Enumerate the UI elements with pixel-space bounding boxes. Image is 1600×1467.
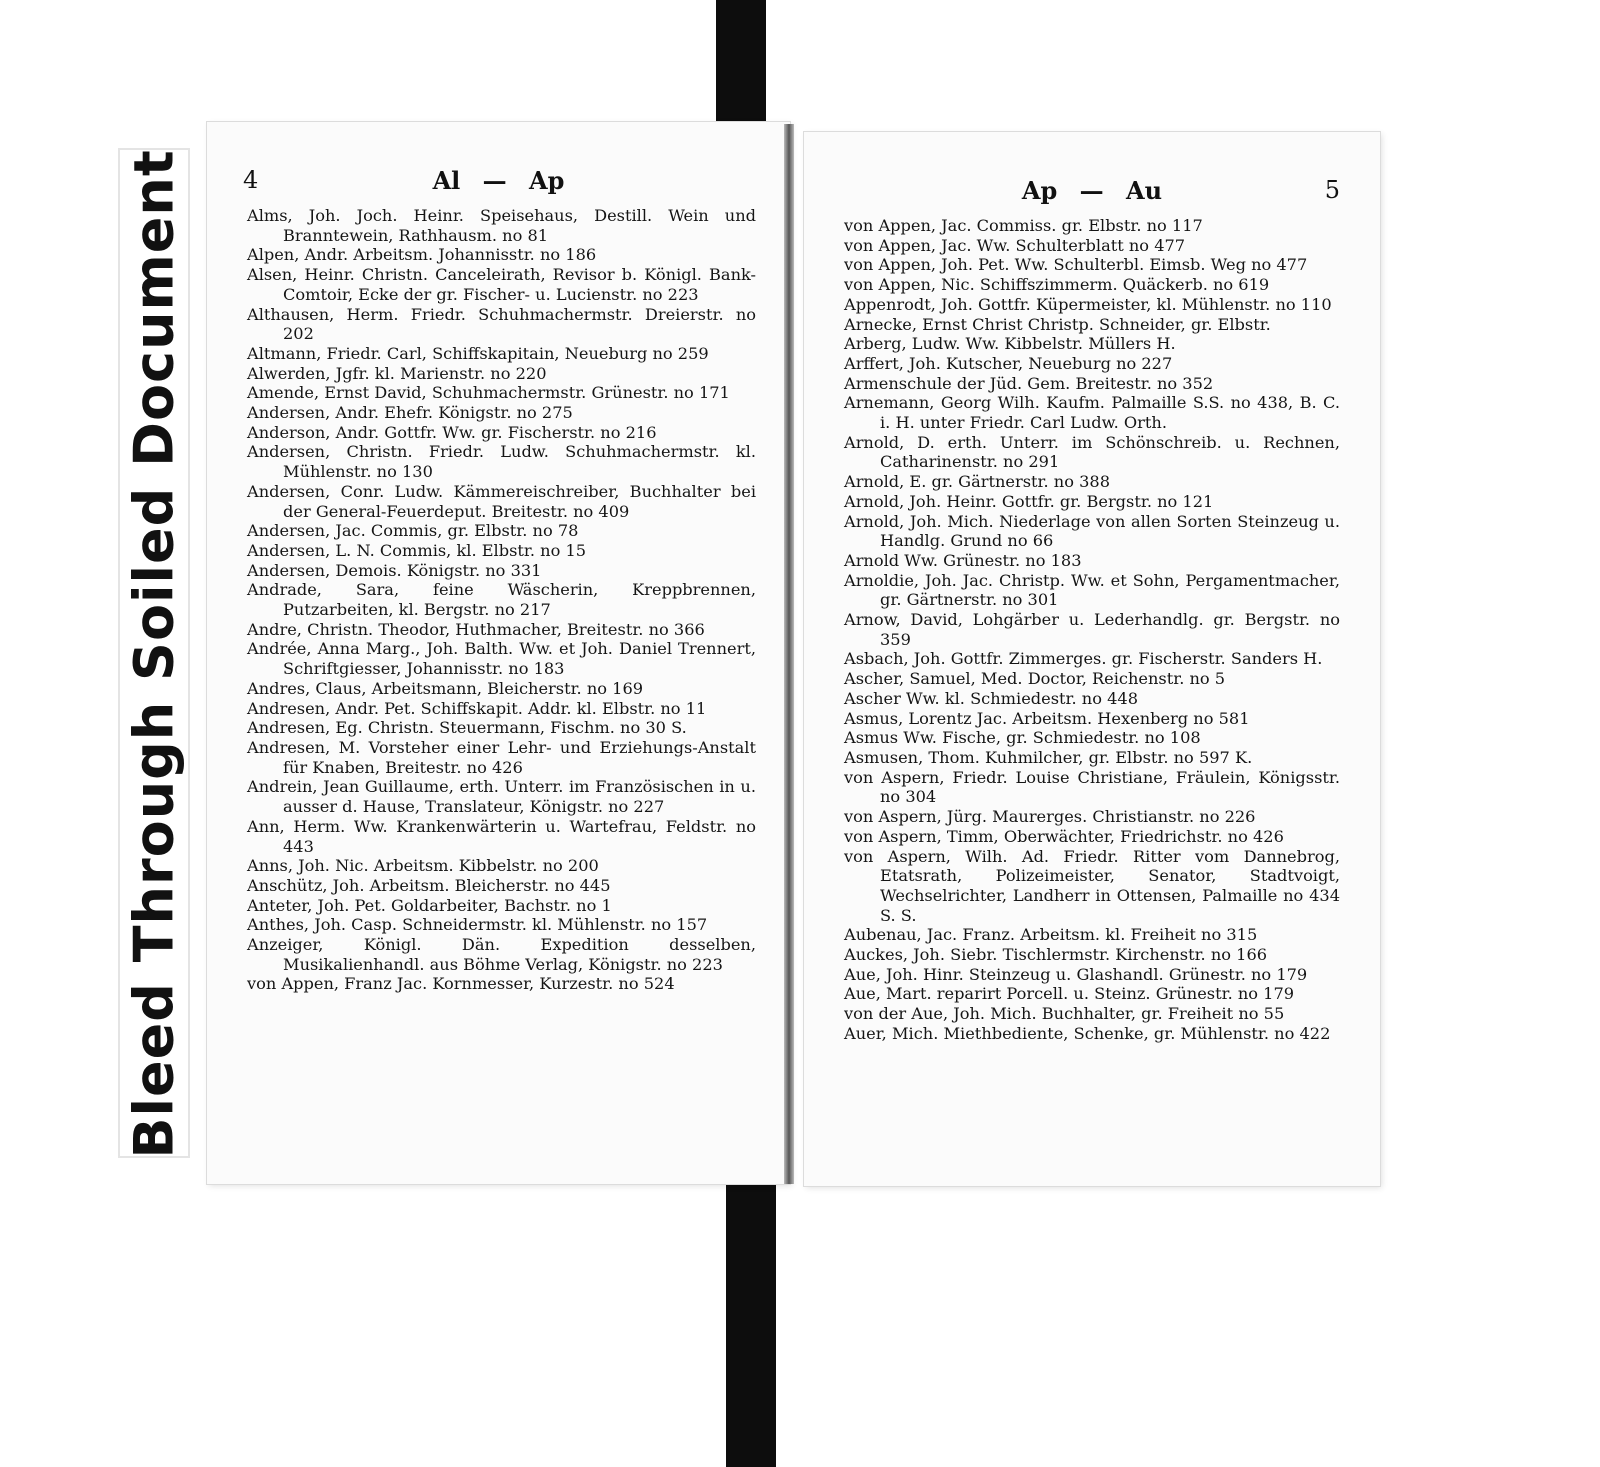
- right-entry-list: [844, 216, 1340, 1044]
- left-page-number: 4: [243, 166, 259, 194]
- directory-entry: von Aspern, Jürg. Maurerges. Christianstr. no 226: [844, 807, 1256, 827]
- left-entry-list: [247, 206, 756, 994]
- directory-entry: Arnecke, Ernst Christ Christp. Schneider, gr. Elbstr.: [844, 314, 1271, 334]
- directory-entry: Appenrodt, Joh. Gottfr. Küpermeister, kl. Mühlenstr. no 110: [844, 294, 1332, 314]
- directory-entry: Aue, Mart. reparirt Porcell. u. Steinz. Grünestr. no 179: [844, 984, 1295, 1004]
- directory-entry: Andrein, Jean Guillaume, erth. Unterr. im Französischen in u. ausser d. Hause, Translateur, Königstr. no 227: [247, 777, 756, 817]
- directory-entry: Asmusen, Thom. Kuhmilcher, gr. Elbstr. no 597 K.: [844, 747, 1253, 767]
- directory-entry: Arnold Ww. Grünestr. no 183: [844, 550, 1082, 570]
- directory-entry: Asmus, Lorentz Jac. Arbeitsm. Hexenberg no 581: [844, 708, 1250, 728]
- directory-entry: Anthes, Joh. Casp. Schneidermstr. kl. Mühlenstr. no 157: [247, 915, 708, 935]
- right-page: [804, 132, 1380, 1186]
- directory-entry: Amende, Ernst David, Schuhmachermstr. Grünestr. no 171: [247, 383, 730, 403]
- directory-entry: von Appen, Franz Jac. Kornmesser, Kurzestr. no 524: [247, 974, 675, 994]
- directory-entry: Anderson, Andr. Gottfr. Ww. gr. Fischerstr. no 216: [247, 422, 657, 442]
- directory-entry: Andersen, Christn. Friedr. Ludw. Schuhmachermstr. kl. Mühlenstr. no 130: [247, 442, 756, 482]
- directory-entry: Auckes, Joh. Siebr. Tischlermstr. Kirchenstr. no 166: [844, 945, 1268, 965]
- directory-entry: Andre, Christn. Theodor, Huthmacher, Breitestr. no 366: [247, 619, 705, 639]
- directory-entry: Alms, Joh. Joch. Heinr. Speisehaus, Destill. Wein und Branntewein, Rathhausm. no 81: [247, 206, 756, 245]
- directory-entry: Asmus Ww. Fische, gr. Schmiedestr. no 108: [844, 728, 1201, 748]
- directory-entry: von Appen, Jac. Commiss. gr. Elbstr. no 117: [844, 216, 1203, 235]
- directory-entry: Arnold, Joh. Mich. Niederlage von allen Sorten Steinzeug u. Handlg. Grund no 66: [844, 511, 1340, 551]
- directory-entry: von der Aue, Joh. Mich. Buchhalter, gr. Freiheit no 55: [844, 1004, 1285, 1024]
- right-running-title: Ap — Au: [1021, 176, 1163, 205]
- directory-entry: Andersen, Conr. Ludw. Kämmereischreiber, Buchhalter bei der General-Feuerdeput. Breitestr. no 409: [247, 481, 756, 521]
- directory-entry: von Appen, Jac. Ww. Schulterblatt no 477: [844, 235, 1186, 255]
- directory-entry: Andrade, Sara, feine Wäscherin, Kreppbrennen, Putzarbeiten, kl. Bergstr. no 217: [247, 580, 756, 620]
- directory-entry: Andersen, L. N. Commis, kl. Elbstr. no 15: [247, 540, 587, 560]
- binding-spine-top: [716, 0, 766, 128]
- directory-entry: Altmann, Friedr. Carl, Schiffskapitain, Neueburg no 259: [247, 343, 709, 363]
- directory-entry: Andersen, Jac. Commis, gr. Elbstr. no 78: [247, 521, 579, 541]
- directory-entry: Alwerden, Jgfr. kl. Marienstr. no 220: [247, 363, 547, 383]
- directory-entry: von Aspern, Timm, Oberwächter, Friedrichstr. no 426: [844, 826, 1284, 846]
- left-page-header: [207, 166, 790, 202]
- directory-entry: Andresen, M. Vorsteher einer Lehr- und Erziehungs-Anstalt für Knaben, Breitestr. no 426: [247, 737, 756, 777]
- directory-entry: Andersen, Andr. Ehefr. Königstr. no 275: [247, 403, 573, 423]
- directory-entry: Anschütz, Joh. Arbeitsm. Bleicherstr. no 445: [247, 875, 611, 895]
- directory-entry: Althausen, Herm. Friedr. Schuhmachermstr. Dreierstr. no 202: [247, 304, 756, 344]
- directory-entry: Ann, Herm. Ww. Krankenwärterin u. Wartefrau, Feldstr. no 443: [247, 816, 756, 856]
- directory-entry: Arffert, Joh. Kutscher, Neueburg no 227: [844, 353, 1173, 373]
- directory-entry: Arnow, David, Lohgärber u. Lederhandlg. gr. Bergstr. no 359: [844, 610, 1340, 649]
- page-gutter: [784, 124, 794, 1184]
- directory-entry: Armenschule der Jüd. Gem. Breitestr. no 352: [844, 373, 1214, 393]
- directory-entry: Ascher Ww. kl. Schmiedestr. no 448: [844, 688, 1138, 708]
- directory-entry: von Aspern, Wilh. Ad. Friedr. Ritter vom Dannebrog, Etatsrath, Polizeimeister, Senator, Stadtvoigt, Wechselrichter, Landherr in Ottensen, Palmaille no 434 S. S.: [844, 846, 1340, 925]
- directory-entry: Alsen, Heinr. Christn. Canceleirath, Revisor b. Königl. Bank-Comtoir, Ecke der gr. Fischer- u. Lucienstr. no 223: [247, 265, 756, 304]
- directory-entry: von Appen, Nic. Schiffszimmerm. Quäckerb. no 619: [844, 275, 1270, 295]
- directory-entry: Andersen, Demois. Königstr. no 331: [247, 560, 542, 580]
- directory-entry: Auer, Mich. Miethbediente, Schenke, gr. Mühlenstr. no 422: [844, 1023, 1331, 1043]
- directory-entry: Andres, Claus, Arbeitsmann, Bleicherstr. no 169: [247, 678, 644, 698]
- directory-entry: Arnold, E. gr. Gärtnerstr. no 388: [844, 472, 1110, 492]
- stamp-label: Bleed Through Soiled Document: [122, 149, 186, 1159]
- directory-entry: Aubenau, Jac. Franz. Arbeitsm. kl. Freiheit no 315: [844, 925, 1258, 945]
- directory-entry: Arberg, Ludw. Ww. Kibbelstr. Müllers H.: [844, 334, 1176, 354]
- directory-entry: Anns, Joh. Nic. Arbeitsm. Kibbelstr. no 200: [247, 856, 599, 876]
- left-page: [207, 122, 790, 1184]
- right-page-header: [804, 176, 1380, 212]
- left-running-title: Al — Ap: [432, 166, 565, 195]
- directory-entry: Alpen, Andr. Arbeitsm. Johannisstr. no 186: [247, 245, 597, 265]
- directory-entry: Anzeiger, Königl. Dän. Expedition desselben, Musikalienhandl. aus Böhme Verlag, Königstr. no 223: [247, 935, 756, 974]
- directory-entry: Andrée, Anna Marg., Joh. Balth. Ww. et Joh. Daniel Trennert, Schriftgiesser, Johannisstr. no 183: [247, 639, 756, 679]
- directory-entry: Arnemann, Georg Wilh. Kaufm. Palmaille S.S. no 438, B. C. i. H. unter Friedr. Carl Ludw. Orth.: [844, 393, 1340, 433]
- right-page-number: 5: [1324, 176, 1340, 204]
- directory-entry: Andresen, Eg. Christn. Steuermann, Fischm. no 30 S.: [247, 718, 687, 738]
- directory-entry: Arnoldie, Joh. Jac. Christp. Ww. et Sohn, Pergamentmacher, gr. Gärtnerstr. no 301: [844, 570, 1340, 610]
- directory-entry: Arnold, Joh. Heinr. Gottfr. gr. Bergstr. no 121: [844, 491, 1214, 511]
- directory-entry: Asbach, Joh. Gottfr. Zimmerges. gr. Fischerstr. Sanders H.: [844, 649, 1323, 669]
- binding-spine-bottom: [726, 1178, 776, 1467]
- directory-entry: Arnold, D. erth. Unterr. im Schönschreib. u. Rechnen, Catharinenstr. no 291: [844, 432, 1340, 472]
- directory-entry: Ascher, Samuel, Med. Doctor, Reichenstr. no 5: [844, 669, 1226, 689]
- directory-entry: Andresen, Andr. Pet. Schiffskapit. Addr. kl. Elbstr. no 11: [247, 698, 707, 718]
- directory-entry: von Appen, Joh. Pet. Ww. Schulterbl. Eimsb. Weg no 477: [844, 255, 1308, 275]
- directory-entry: Aue, Joh. Hinr. Steinzeug u. Glashandl. Grünestr. no 179: [844, 964, 1308, 984]
- directory-entry: Anteter, Joh. Pet. Goldarbeiter, Bachstr. no 1: [247, 895, 612, 915]
- directory-entry: von Aspern, Friedr. Louise Christiane, Fräulein, Königsstr. no 304: [844, 767, 1340, 807]
